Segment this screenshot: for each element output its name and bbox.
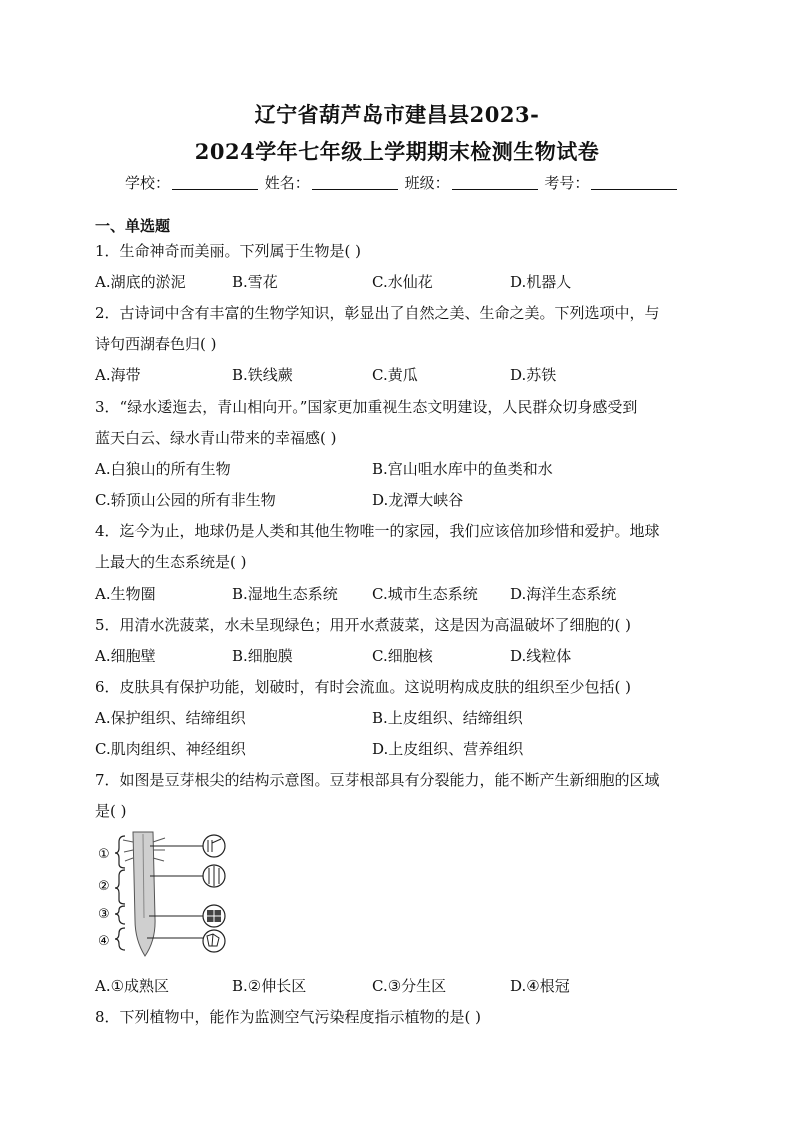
question-4-stem-line2: 上最大的生态系统是( ) (95, 553, 247, 571)
question-4-option-c[interactable]: C.城市生态系统 (372, 585, 478, 603)
question-2-stem-line2: 诗句西湖春色归( ) (95, 335, 217, 353)
exam-title-line1: 辽宁省葫芦岛市建昌县2023- (254, 102, 540, 127)
cell-circle-1 (203, 835, 225, 857)
figure-label-4: ④ (98, 934, 110, 949)
question-2-option-b[interactable]: B.铁线蕨 (232, 366, 293, 384)
school-blank[interactable] (172, 175, 258, 190)
question-7-option-b[interactable]: B.②伸长区 (232, 977, 307, 995)
question-3-option-b[interactable]: B.宫山咀水库中的鱼类和水 (372, 460, 553, 478)
question-3-option-a[interactable]: A.白狼山的所有生物 (95, 460, 231, 478)
figure-label-3: ③ (98, 907, 110, 922)
question-3-stem-line2: 蓝天白云、绿水青山带来的幸福感( ) (95, 429, 337, 447)
question-6-option-d[interactable]: D.上皮组织、营养组织 (372, 740, 524, 758)
school-label: 学校： (125, 174, 171, 192)
question-7-option-d[interactable]: D.④根冠 (510, 977, 570, 995)
name-blank[interactable] (312, 175, 398, 190)
question-2-option-c[interactable]: C.黄瓜 (372, 366, 418, 384)
brace-4 (115, 928, 125, 950)
student-info-row (125, 172, 679, 193)
root-tip-diagram (95, 828, 235, 960)
question-1-option-a[interactable]: A.湖底的淤泥 (95, 273, 186, 291)
question-5-option-b[interactable]: B.细胞膜 (232, 647, 293, 665)
class-blank[interactable] (452, 175, 538, 190)
question-4-option-b[interactable]: B.湿地生态系统 (232, 585, 338, 603)
question-5-option-d[interactable]: D.线粒体 (510, 647, 572, 665)
figure-label-2: ② (98, 879, 110, 894)
question-7-stem-line2: 是( ) (95, 802, 127, 820)
question-6-option-a[interactable]: A.保护组织、结缔组织 (95, 709, 246, 727)
question-5-option-a[interactable]: A.细胞壁 (95, 647, 156, 665)
question-4-option-d[interactable]: D.海洋生态系统 (510, 585, 617, 603)
figure-label-1: ① (98, 847, 110, 862)
question-6-option-b[interactable]: B.上皮组织、结缔组织 (372, 709, 523, 727)
question-7-stem-line1: 7．如图是豆芽根尖的结构示意图。豆芽根部具有分裂能力，能不断产生新细胞的区域 (95, 771, 660, 789)
question-1-option-c[interactable]: C.水仙花 (372, 273, 433, 291)
question-4-option-a[interactable]: A.生物圈 (95, 585, 156, 603)
question-6-stem: 6．皮肤具有保护功能，划破时，有时会流血。这说明构成皮肤的组织至少包括( ) (95, 678, 632, 696)
question-3-option-d[interactable]: D.龙潭大峡谷 (372, 491, 464, 509)
brace-1 (115, 836, 125, 868)
brace-2 (115, 870, 125, 904)
exam-number-blank[interactable] (591, 175, 677, 190)
question-1-stem: 1．生命神奇而美丽。下列属于生物是( ) (95, 242, 362, 260)
class-label: 班级： (404, 174, 450, 192)
question-6-option-c[interactable]: C.肌肉组织、神经组织 (95, 740, 246, 758)
question-2-stem-line1: 2．古诗词中含有丰富的生物学知识，彰显出了自然之美、生命之美。下列选项中，与 (95, 304, 660, 322)
question-4-stem-line1: 4．迄今为止，地球仍是人类和其他生物唯一的家园，我们应该倍加珍惜和爱护。地球 (95, 522, 660, 540)
brace-3 (115, 906, 125, 924)
question-5-stem: 5．用清水洗菠菜，水未呈现绿色；用开水煮菠菜，这是因为高温破坏了细胞的( ) (95, 616, 632, 634)
question-1-option-b[interactable]: B.雪花 (232, 273, 278, 291)
question-3-option-c[interactable]: C.轿顶山公园的所有非生物 (95, 491, 276, 509)
question-2-option-d[interactable]: D.苏铁 (510, 366, 557, 384)
question-2-option-a[interactable]: A.海带 (95, 366, 141, 384)
question-1-option-d[interactable]: D.机器人 (510, 273, 572, 291)
question-3-stem-line1: 3．“绿水逶迤去，青山相向开。”国家更加重视生态文明建设，人民群众切身感受到 (95, 398, 638, 416)
name-label: 姓名： (264, 174, 310, 192)
question-7-option-a[interactable]: A.①成熟区 (95, 977, 170, 995)
question-5-option-c[interactable]: C.细胞核 (372, 647, 433, 665)
question-8-stem: 8．下列植物中，能作为监测空气污染程度指示植物的是( ) (95, 1008, 482, 1026)
exam-number-label: 考号： (544, 174, 590, 192)
exam-title-line2: 2024学年七年级上学期期末检测生物试卷 (194, 139, 600, 164)
question-7-option-c[interactable]: C.③分生区 (372, 977, 447, 995)
cell-circle-4 (203, 930, 225, 952)
section-title: 一、单选题 (95, 217, 171, 235)
